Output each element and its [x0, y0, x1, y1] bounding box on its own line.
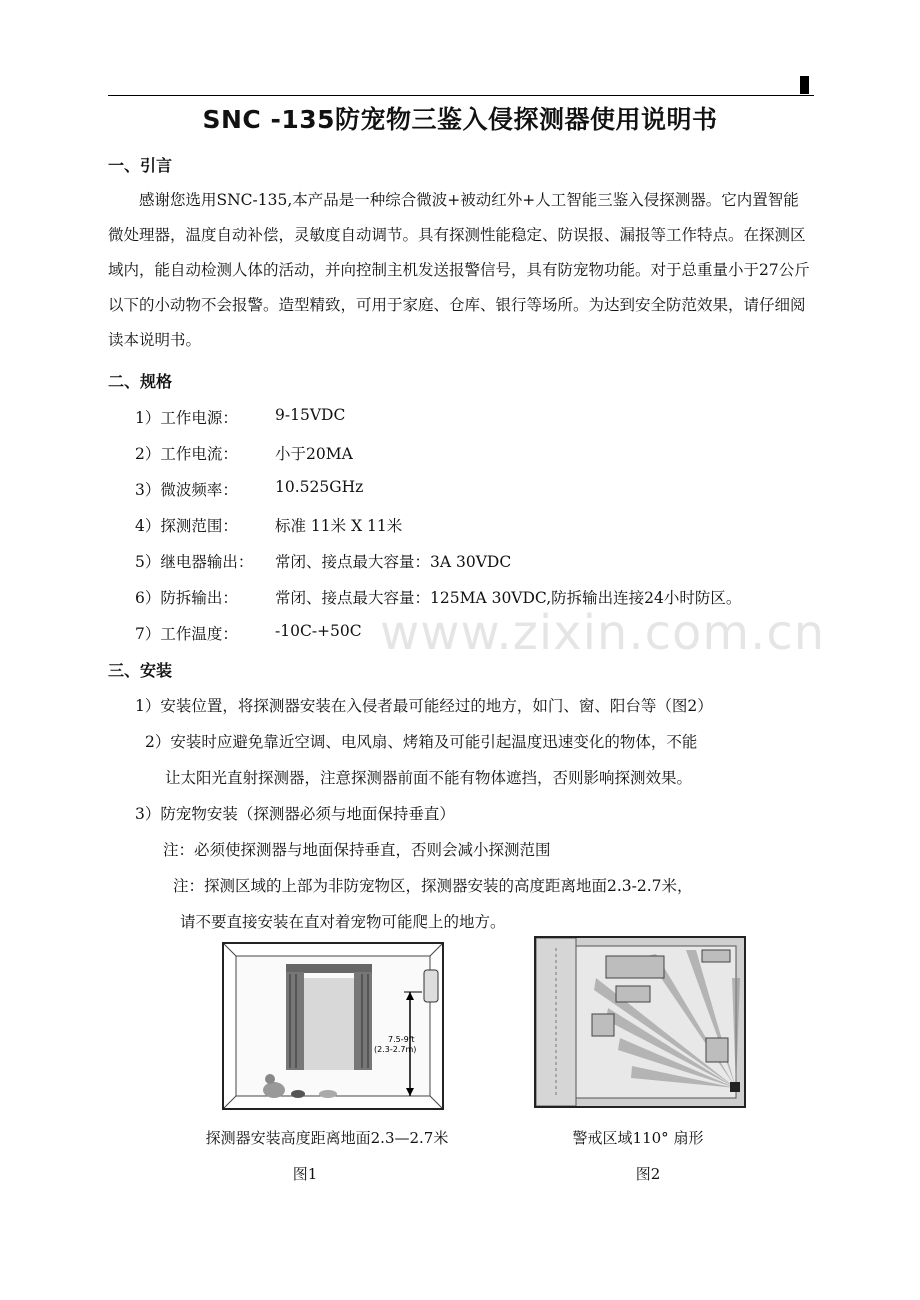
detector-icon: [424, 970, 438, 1002]
install-note-continued: 请不要直接安装在直对着宠物可能爬上的地方。: [180, 913, 506, 931]
install-item: 3）防宠物安装（探测器必须与地面保持垂直）: [135, 805, 455, 823]
install-note: 注：探测区域的上部为非防宠物区，探测器安装的高度距离地面2.3-2.7米，: [173, 877, 693, 895]
doc-title: SNC -135防宠物三鉴入侵探测器使用说明书: [202, 105, 718, 134]
install-item-continued: 让太阳光直射探测器，注意探测器前面不能有物体遮挡，否则影响探测效果。: [165, 769, 693, 787]
figure-2-caption: 警戒区域110° 扇形: [572, 1129, 704, 1147]
spec-item: 5）继电器输出： 常闭、接点最大容量：3A 30VDC: [135, 553, 512, 571]
detector-icon: [730, 1082, 740, 1092]
spec-item: 2）工作电流： 小于20MA: [135, 445, 353, 463]
install-item: 1）安装位置，将探测器安装在入侵者最可能经过的地方，如门、窗、阳台等（图2）: [135, 697, 713, 715]
section-heading-install: 三、安装: [108, 661, 173, 680]
figure-1-label: 图1: [292, 1165, 318, 1183]
figure-2-coverage-zone: [534, 936, 746, 1108]
header-rule: [108, 95, 814, 96]
svg-text:(2.3-2.7m): (2.3-2.7m): [374, 1045, 417, 1054]
curtain-icon: [286, 964, 372, 1070]
watermark: www.zixin.com.cn: [380, 605, 826, 661]
spec-item: 4）探测范围： 标准 11米 X 11米: [135, 517, 403, 535]
spec-item: 7）工作温度： -10C-+50C: [135, 622, 362, 643]
figure-2-label: 图2: [635, 1165, 661, 1183]
spec-item: 3）微波频率： 10.525GHz: [135, 478, 364, 499]
install-note: 注：必须使探测器与地面保持垂直，否则会减小探测范围: [163, 841, 551, 859]
room-illustration: [224, 944, 442, 1108]
page-marker: [800, 76, 809, 94]
section-heading-intro: 一、引言: [108, 156, 173, 175]
install-item: 2）安装时应避免靠近空调、电风扇、烤箱及可能引起温度迅速变化的物体，不能: [145, 733, 698, 751]
spec-item: 6）防拆输出： 常闭、接点最大容量：125MA 30VDC,防拆输出连接24小时防区。: [135, 589, 742, 607]
figure-1-caption: 探测器安装高度距离地面2.3—2.7米: [205, 1129, 449, 1147]
spec-item: 1）工作电源： 9-15VDC: [135, 406, 346, 427]
floorplan-illustration: [536, 938, 744, 1106]
intro-paragraph: 感谢您选用SNC-135,本产品是一种综合微波+被动红外+人工智能三鉴入侵探测器。它内置智能微处理器，温度自动补偿，灵敏度自动调节。具有探测性能稳定、防误报、漏报等工作特点。在探测区域内，能自动检测人体的活动，并向控制主机发送报警信号，具有防宠物功能。对于总重量小于27公斤以下的小动物不会报警。造型精致，可用于家庭、仓库、银行等场所。为达到安全防范效果，请仔细阅读本说明书。: [108, 191, 810, 349]
section-heading-specs: 二、规格: [108, 372, 173, 391]
figure-1-install-height: [222, 942, 444, 1110]
svg-text:7.5-9ft: 7.5-9ft: [388, 1035, 415, 1044]
